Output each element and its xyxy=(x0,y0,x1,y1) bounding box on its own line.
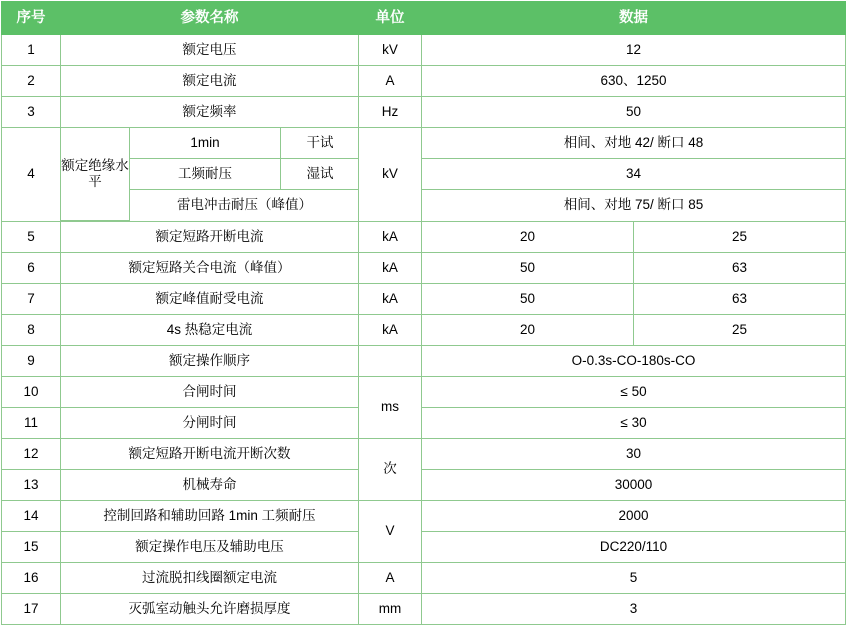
cell-data: 12 xyxy=(422,35,846,66)
cell-name: 灭弧室动触头允许磨损厚度 xyxy=(61,593,359,624)
table-body xyxy=(2,35,846,625)
table-row xyxy=(2,469,846,500)
header-cell-no: 序号 xyxy=(2,2,61,35)
table-row xyxy=(2,66,846,97)
cell-unit: kA xyxy=(359,314,422,345)
insulation-group-label: 额定绝缘水平 xyxy=(61,128,130,220)
insulation-data-lightning: 相间、对地 75/ 断口 85 xyxy=(422,190,845,221)
cell-name: 额定电流 xyxy=(61,66,359,97)
table-row xyxy=(2,500,846,531)
cell-data-split xyxy=(422,314,846,345)
insulation-data-row-2 xyxy=(422,159,845,190)
insulation-data-subtable xyxy=(422,128,845,220)
cell-data-right: 25 xyxy=(634,222,846,252)
cell-unit: kA xyxy=(359,283,422,314)
cell-name: 控制回路和辅助回路 1min 工频耐压 xyxy=(61,500,359,531)
cell-name: 额定峰值耐受电流 xyxy=(61,283,359,314)
split-data-subtable xyxy=(422,315,845,345)
insulation-subname-2: 工频耐压 xyxy=(130,159,281,190)
insulation-data-wet: 34 xyxy=(422,159,845,190)
insulation-data-row-3 xyxy=(422,190,845,221)
insulation-data-dry: 相间、对地 42/ 断口 48 xyxy=(422,128,845,159)
cell-unit: 次 xyxy=(359,438,422,500)
insulation-condition-wet: 湿试 xyxy=(281,159,360,190)
insulation-subname-3: 雷电冲击耐压（峰值） xyxy=(130,190,360,221)
cell-no: 7 xyxy=(2,283,61,314)
header-cell-name: 参数名称 xyxy=(61,2,359,35)
cell-unit: kV xyxy=(359,128,422,222)
cell-data: 3 xyxy=(422,593,846,624)
cell-unit: ms xyxy=(359,376,422,438)
cell-name: 额定短路关合电流（峰值） xyxy=(61,252,359,283)
table-row xyxy=(2,221,846,252)
cell-name: 额定操作顺序 xyxy=(61,345,359,376)
cell-data-right: 63 xyxy=(634,253,846,283)
cell-data-right: 25 xyxy=(634,315,846,345)
cell-data: ≤ 50 xyxy=(422,376,846,407)
cell-no: 14 xyxy=(2,500,61,531)
cell-data: 30000 xyxy=(422,469,846,500)
cell-name: 机械寿命 xyxy=(61,469,359,500)
cell-unit: A xyxy=(359,562,422,593)
cell-unit: V xyxy=(359,500,422,562)
cell-unit: mm xyxy=(359,593,422,624)
cell-no: 11 xyxy=(2,407,61,438)
cell-no: 10 xyxy=(2,376,61,407)
cell-unit: Hz xyxy=(359,97,422,128)
cell-data-left: 50 xyxy=(422,284,634,314)
cell-data-left: 20 xyxy=(422,222,634,252)
cell-data-group xyxy=(422,128,846,222)
cell-no: 13 xyxy=(2,469,61,500)
cell-unit: kA xyxy=(359,221,422,252)
table-row xyxy=(2,438,846,469)
table-row xyxy=(2,252,846,283)
cell-name: 4s 热稳定电流 xyxy=(61,314,359,345)
cell-name: 额定操作电压及辅助电压 xyxy=(61,531,359,562)
cell-no: 5 xyxy=(2,221,61,252)
table-row xyxy=(2,97,846,128)
header-cell-unit: 单位 xyxy=(359,2,422,35)
insulation-data-row-1 xyxy=(422,128,845,159)
cell-data: ≤ 30 xyxy=(422,407,846,438)
cell-no: 8 xyxy=(2,314,61,345)
cell-no: 12 xyxy=(2,438,61,469)
cell-no: 17 xyxy=(2,593,61,624)
cell-data-left: 20 xyxy=(422,315,634,345)
table-row xyxy=(2,283,846,314)
cell-no: 6 xyxy=(2,252,61,283)
cell-data-split xyxy=(422,252,846,283)
cell-no: 15 xyxy=(2,531,61,562)
table-row xyxy=(2,593,846,624)
cell-data: O-0.3s-CO-180s-CO xyxy=(422,345,846,376)
cell-no: 9 xyxy=(2,345,61,376)
cell-no: 1 xyxy=(2,35,61,66)
cell-name: 额定频率 xyxy=(61,97,359,128)
split-data-subtable xyxy=(422,253,845,283)
cell-data: 2000 xyxy=(422,500,846,531)
insulation-subname-1: 1min xyxy=(130,128,281,159)
cell-name-group xyxy=(61,128,359,222)
cell-unit: kA xyxy=(359,252,422,283)
insulation-subrow-1 xyxy=(61,128,359,159)
insulation-name-subtable xyxy=(61,128,359,221)
cell-data: 630、1250 xyxy=(422,66,846,97)
cell-name: 合闸时间 xyxy=(61,376,359,407)
cell-unit: kV xyxy=(359,35,422,66)
cell-name: 额定电压 xyxy=(61,35,359,66)
cell-unit: A xyxy=(359,66,422,97)
specification-table xyxy=(1,1,846,625)
cell-unit xyxy=(359,345,422,376)
table-row xyxy=(2,531,846,562)
table-row xyxy=(2,376,846,407)
spec-table-page xyxy=(0,1,844,616)
table-header xyxy=(2,2,846,35)
insulation-condition-dry: 干试 xyxy=(281,128,360,159)
split-data-subtable xyxy=(422,222,845,252)
header-cell-data: 数据 xyxy=(422,2,846,35)
cell-data-split xyxy=(422,283,846,314)
table-row-insulation xyxy=(2,128,846,222)
cell-name: 分闸时间 xyxy=(61,407,359,438)
split-data-subtable xyxy=(422,284,845,314)
cell-name: 额定短路开断电流 xyxy=(61,221,359,252)
table-row xyxy=(2,345,846,376)
cell-data: DC220/110 xyxy=(422,531,846,562)
cell-data-left: 50 xyxy=(422,253,634,283)
cell-no: 16 xyxy=(2,562,61,593)
cell-name: 过流脱扣线圈额定电流 xyxy=(61,562,359,593)
table-row xyxy=(2,562,846,593)
cell-data: 50 xyxy=(422,97,846,128)
cell-no: 2 xyxy=(2,66,61,97)
table-row xyxy=(2,314,846,345)
cell-data-split xyxy=(422,221,846,252)
table-row xyxy=(2,35,846,66)
cell-data: 30 xyxy=(422,438,846,469)
cell-data-right: 63 xyxy=(634,284,846,314)
cell-name: 额定短路开断电流开断次数 xyxy=(61,438,359,469)
table-row xyxy=(2,407,846,438)
table-header-row xyxy=(2,2,846,35)
cell-data: 5 xyxy=(422,562,846,593)
cell-no: 4 xyxy=(2,128,61,222)
cell-no: 3 xyxy=(2,97,61,128)
